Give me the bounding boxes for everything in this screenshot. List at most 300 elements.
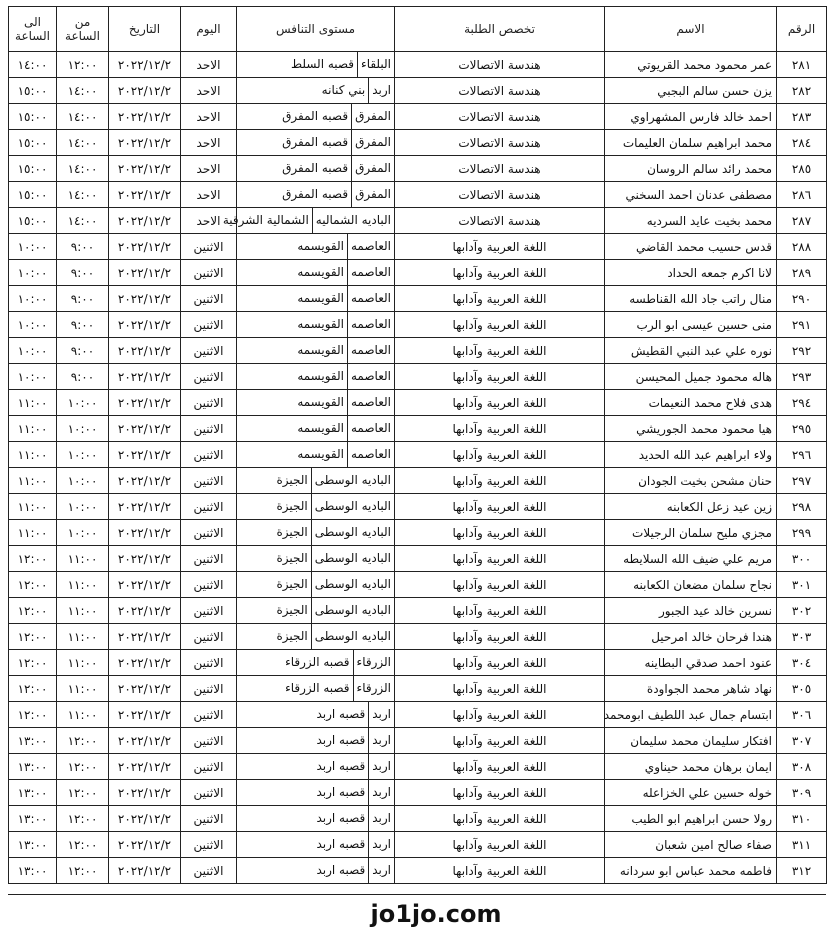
level-governorate: اربد — [368, 728, 394, 753]
level-district: الشمالية الشرقية — [222, 213, 309, 227]
table-body — [9, 52, 827, 884]
competition-level — [237, 364, 395, 390]
level-governorate: العاصمه — [347, 390, 394, 415]
competition-level — [237, 832, 395, 858]
student-major: اللغة العربية وآدابها — [395, 572, 605, 598]
table-row — [9, 494, 827, 520]
student-major: هندسة الاتصالات — [395, 104, 605, 130]
level-governorate: اربد — [368, 806, 394, 831]
time-from: ١٤:٠٠ — [57, 130, 109, 156]
exam-day: الاحد — [181, 52, 237, 78]
time-to: ١١:٠٠ — [9, 416, 57, 442]
competition-level — [222, 208, 395, 234]
student-name: احمد خالد فارس المشهراوي — [605, 104, 777, 130]
student-major: هندسة الاتصالات — [395, 208, 605, 234]
level-governorate: اربد — [368, 702, 394, 727]
student-name: لانا اكرم جمعه الحداد — [605, 260, 777, 286]
table-row — [9, 832, 827, 858]
level-governorate: اربد — [368, 78, 394, 103]
level-governorate: الباديه الوسطى — [311, 520, 394, 545]
exam-date: ٢٠٢٢/١٢/٢ — [109, 858, 181, 884]
level-district: القويسمه — [297, 239, 344, 253]
level-governorate: المفرق — [351, 130, 394, 155]
level-governorate: العاصمه — [347, 260, 394, 285]
student-name: فاطمه محمد عباس ابو سردانه — [605, 858, 777, 884]
row-number: ٣١٠ — [777, 806, 827, 832]
exam-date: ٢٠٢٢/١٢/٢ — [109, 702, 181, 728]
time-from: ١٠:٠٠ — [57, 468, 109, 494]
level-governorate: المفرق — [351, 182, 394, 207]
time-to: ١٣:٠٠ — [9, 780, 57, 806]
time-to: ١٢:٠٠ — [9, 546, 57, 572]
row-number: ٢٨٧ — [777, 208, 827, 234]
level-district: الجيزة — [276, 629, 308, 643]
time-from: ٩:٠٠ — [57, 338, 109, 364]
student-major: اللغة العربية وآدابها — [395, 312, 605, 338]
table-row — [9, 546, 827, 572]
exam-date: ٢٠٢٢/١٢/٢ — [109, 364, 181, 390]
level-governorate: الباديه الوسطى — [311, 572, 394, 597]
row-number: ٢٨٢ — [777, 78, 827, 104]
row-number: ٣٠١ — [777, 572, 827, 598]
exam-day: الاثنين — [181, 754, 237, 780]
level-district: قصبه اربد — [316, 811, 366, 825]
student-major: اللغة العربية وآدابها — [395, 858, 605, 884]
exam-date: ٢٠٢٢/١٢/٢ — [109, 832, 181, 858]
level-district: الجيزة — [276, 577, 308, 591]
exam-date: ٢٠٢٢/١٢/٢ — [109, 754, 181, 780]
exam-date: ٢٠٢٢/١٢/٢ — [109, 546, 181, 572]
time-to: ١٥:٠٠ — [9, 182, 57, 208]
row-number: ٢٩٥ — [777, 416, 827, 442]
table-row — [9, 260, 827, 286]
time-from: ٩:٠٠ — [57, 364, 109, 390]
time-to: ١٣:٠٠ — [9, 858, 57, 884]
row-number: ٣٠٣ — [777, 624, 827, 650]
student-name: محمد رائد سالم الروسان — [605, 156, 777, 182]
time-to: ١٥:٠٠ — [9, 104, 57, 130]
student-name: عنود احمد صدقي البطاينه — [605, 650, 777, 676]
student-name: نهاد شاهر محمد الجواودة — [605, 676, 777, 702]
level-district: الجيزة — [276, 499, 308, 513]
time-to: ١٢:٠٠ — [9, 598, 57, 624]
exam-date: ٢٠٢٢/١٢/٢ — [109, 494, 181, 520]
exam-day: الاثنين — [181, 702, 237, 728]
exam-day: الاثنين — [181, 364, 237, 390]
student-major: اللغة العربية وآدابها — [395, 546, 605, 572]
student-name: صفاء صالح امين شعبان — [605, 832, 777, 858]
exam-date: ٢٠٢٢/١٢/٢ — [109, 260, 181, 286]
table-row — [9, 442, 827, 468]
table-row — [9, 468, 827, 494]
time-to: ١١:٠٠ — [9, 494, 57, 520]
exam-date: ٢٠٢٢/١٢/٢ — [109, 182, 181, 208]
student-major: اللغة العربية وآدابها — [395, 468, 605, 494]
time-to: ١٥:٠٠ — [9, 130, 57, 156]
table-row — [9, 104, 827, 130]
level-district: قصبه اربد — [316, 759, 366, 773]
time-to: ١٠:٠٠ — [9, 364, 57, 390]
level-district: قصبه اربد — [316, 707, 366, 721]
student-major: اللغة العربية وآدابها — [395, 494, 605, 520]
competition-level — [237, 520, 395, 546]
time-from: ١١:٠٠ — [57, 572, 109, 598]
competition-level — [237, 676, 395, 702]
time-to: ١٠:٠٠ — [9, 286, 57, 312]
table-row — [9, 130, 827, 156]
time-from: ٩:٠٠ — [57, 286, 109, 312]
exam-date: ٢٠٢٢/١٢/٢ — [109, 624, 181, 650]
exam-date: ٢٠٢٢/١٢/٢ — [109, 78, 181, 104]
time-from: ١٤:٠٠ — [57, 104, 109, 130]
competition-level — [237, 598, 395, 624]
time-from: ١٠:٠٠ — [57, 494, 109, 520]
competition-level — [237, 390, 395, 416]
level-governorate: العاصمه — [347, 312, 394, 337]
row-number: ٢٨٥ — [777, 156, 827, 182]
header-level: مستوى التنافس — [237, 7, 395, 52]
student-major: اللغة العربية وآدابها — [395, 650, 605, 676]
row-number: ٢٩٤ — [777, 390, 827, 416]
exam-day: الاحد — [181, 182, 237, 208]
table-row — [9, 728, 827, 754]
level-district: قصبه اربد — [316, 863, 366, 877]
table-row — [9, 78, 827, 104]
competition-level — [237, 234, 395, 260]
exam-day: الاثنين — [181, 624, 237, 650]
time-from: ١٢:٠٠ — [57, 832, 109, 858]
student-major: اللغة العربية وآدابها — [395, 728, 605, 754]
level-governorate: المفرق — [351, 156, 394, 181]
level-governorate: العاصمه — [347, 416, 394, 441]
exam-day: الاثنين — [181, 442, 237, 468]
competition-level — [237, 650, 395, 676]
row-number: ٢٨٦ — [777, 182, 827, 208]
row-number: ٢٩٣ — [777, 364, 827, 390]
table-row — [9, 572, 827, 598]
student-name: عمر محمود محمد القريوتي — [605, 52, 777, 78]
row-number: ٢٩٢ — [777, 338, 827, 364]
results-table — [8, 6, 827, 884]
level-district: قصبه الزرقاء — [285, 681, 350, 695]
student-major: اللغة العربية وآدابها — [395, 806, 605, 832]
exam-day: الاحد — [181, 78, 237, 104]
student-name: هدى فلاح محمد النعيمات — [605, 390, 777, 416]
competition-level — [237, 572, 395, 598]
header-to: الى الساعة — [9, 7, 57, 52]
student-name: نسرين خالد عيد الجبور — [605, 598, 777, 624]
student-name: حنان مشحن بخيت الجودان — [605, 468, 777, 494]
time-from: ١٢:٠٠ — [57, 858, 109, 884]
table-row — [9, 754, 827, 780]
exam-day: الاحد — [181, 104, 237, 130]
level-governorate: العاصمه — [347, 338, 394, 363]
row-number: ٢٩١ — [777, 312, 827, 338]
table-row — [9, 806, 827, 832]
competition-level — [237, 780, 395, 806]
site-watermark: jo1jo.com — [370, 900, 502, 928]
exam-day: الاثنين — [181, 338, 237, 364]
table-row — [9, 780, 827, 806]
row-number: ٣٠٤ — [777, 650, 827, 676]
time-from: ١١:٠٠ — [57, 546, 109, 572]
student-major: هندسة الاتصالات — [395, 52, 605, 78]
level-governorate: العاصمه — [347, 364, 394, 389]
student-major: اللغة العربية وآدابها — [395, 442, 605, 468]
exam-date: ٢٠٢٢/١٢/٢ — [109, 312, 181, 338]
student-major: هندسة الاتصالات — [395, 78, 605, 104]
level-governorate: الباديه الوسطى — [311, 494, 394, 519]
time-to: ١٢:٠٠ — [9, 624, 57, 650]
time-from: ٩:٠٠ — [57, 234, 109, 260]
header-major: تخصص الطلبة — [395, 7, 605, 52]
table-row — [9, 234, 827, 260]
table-row — [9, 286, 827, 312]
table-row — [9, 650, 827, 676]
time-from: ١٢:٠٠ — [57, 52, 109, 78]
exam-day: الاثنين — [181, 416, 237, 442]
student-major: اللغة العربية وآدابها — [395, 676, 605, 702]
exam-day: الاثنين — [181, 234, 237, 260]
exam-date: ٢٠٢٢/١٢/٢ — [109, 234, 181, 260]
table-header — [9, 7, 827, 52]
row-number: ٣٠٥ — [777, 676, 827, 702]
competition-level — [237, 728, 395, 754]
exam-day: الاثنين — [181, 832, 237, 858]
level-governorate: اربد — [368, 754, 394, 779]
student-name: ابتسام جمال عبد اللطيف ابومحمد — [605, 702, 777, 728]
level-district: القويسمه — [297, 265, 344, 279]
level-district: القويسمه — [297, 369, 344, 383]
student-name: افتكار سليمان محمد سليمان — [605, 728, 777, 754]
row-number: ٣١٢ — [777, 858, 827, 884]
time-to: ١٤:٠٠ — [9, 52, 57, 78]
time-to: ١٥:٠٠ — [9, 78, 57, 104]
row-number: ٢٨٣ — [777, 104, 827, 130]
row-number: ٢٩٠ — [777, 286, 827, 312]
exam-date: ٢٠٢٢/١٢/٢ — [109, 156, 181, 182]
student-major: اللغة العربية وآدابها — [395, 520, 605, 546]
exam-day: الاثنين — [181, 676, 237, 702]
competition-level — [237, 416, 395, 442]
time-from: ١٠:٠٠ — [57, 520, 109, 546]
student-major: اللغة العربية وآدابها — [395, 832, 605, 858]
level-district: القويسمه — [297, 291, 344, 305]
exam-date: ٢٠٢٢/١٢/٢ — [109, 390, 181, 416]
competition-level — [237, 104, 395, 130]
time-from: ١٢:٠٠ — [57, 728, 109, 754]
row-number: ٣٠٩ — [777, 780, 827, 806]
header-date: التاريخ — [109, 7, 181, 52]
exam-day: الاثنين — [181, 598, 237, 624]
level-governorate: اربد — [368, 858, 394, 883]
student-name: يزن حسن سالم البجبي — [605, 78, 777, 104]
table-row — [9, 364, 827, 390]
time-to: ١٣:٠٠ — [9, 728, 57, 754]
row-number: ٣١١ — [777, 832, 827, 858]
student-major: اللغة العربية وآدابها — [395, 416, 605, 442]
student-name: خوله حسين علي الخزاعله — [605, 780, 777, 806]
competition-level — [237, 52, 395, 78]
exam-date: ٢٠٢٢/١٢/٢ — [109, 104, 181, 130]
time-to: ١٢:٠٠ — [9, 676, 57, 702]
exam-date: ٢٠٢٢/١٢/٢ — [109, 52, 181, 78]
table-row — [9, 156, 827, 182]
student-name: ايمان برهان محمد حيناوي — [605, 754, 777, 780]
header-name: الاسم — [605, 7, 777, 52]
time-to: ١٣:٠٠ — [9, 832, 57, 858]
exam-day: الاثنين — [181, 546, 237, 572]
level-governorate: الباديه الشماليه — [312, 208, 394, 233]
time-from: ١٢:٠٠ — [57, 754, 109, 780]
time-to: ١٣:٠٠ — [9, 754, 57, 780]
level-district: قصبه الزرقاء — [285, 655, 350, 669]
time-from: ١٠:٠٠ — [57, 416, 109, 442]
time-from: ١١:٠٠ — [57, 624, 109, 650]
exam-day: الاثنين — [181, 650, 237, 676]
level-governorate: الباديه الوسطى — [311, 598, 394, 623]
header-day: اليوم — [181, 7, 237, 52]
header-from: من الساعة — [57, 7, 109, 52]
exam-date: ٢٠٢٢/١٢/٢ — [109, 468, 181, 494]
time-from: ١٢:٠٠ — [57, 780, 109, 806]
row-number: ٢٨٩ — [777, 260, 827, 286]
exam-day: الاثنين — [181, 780, 237, 806]
level-governorate: الزرقاء — [353, 650, 394, 675]
competition-level — [237, 78, 395, 104]
level-governorate: العاصمه — [347, 234, 394, 259]
exam-date: ٢٠٢٢/١٢/٢ — [109, 728, 181, 754]
level-governorate: البلقاء — [357, 52, 394, 77]
level-district: قصبه المفرق — [282, 135, 349, 149]
exam-day: الاثنين — [181, 572, 237, 598]
exam-day: الاثنين — [181, 286, 237, 312]
row-number: ٢٩٩ — [777, 520, 827, 546]
exam-date: ٢٠٢٢/١٢/٢ — [109, 442, 181, 468]
exam-date: ٢٠٢٢/١٢/٢ — [109, 676, 181, 702]
level-governorate: المفرق — [351, 104, 394, 129]
competition-level — [237, 312, 395, 338]
student-major: اللغة العربية وآدابها — [395, 624, 605, 650]
time-from: ١٤:٠٠ — [57, 182, 109, 208]
time-from: ١١:٠٠ — [57, 598, 109, 624]
student-name: هيا محمود محمد الجوريشي — [605, 416, 777, 442]
competition-level — [237, 546, 395, 572]
table-row — [9, 676, 827, 702]
exam-day: الاثنين — [181, 728, 237, 754]
student-major: اللغة العربية وآدابها — [395, 260, 605, 286]
time-to: ١٢:٠٠ — [9, 572, 57, 598]
time-to: ١٣:٠٠ — [9, 806, 57, 832]
level-district: قصبه اربد — [316, 837, 366, 851]
exam-date: ٢٠٢٢/١٢/٢ — [109, 598, 181, 624]
level-governorate: العاصمه — [347, 442, 394, 467]
student-name: مصطفى عدنان احمد السخني — [605, 182, 777, 208]
time-to: ١٠:٠٠ — [9, 312, 57, 338]
row-number: ٢٨٤ — [777, 130, 827, 156]
student-major: اللغة العربية وآدابها — [395, 364, 605, 390]
student-name: مريم علي ضيف الله السلايطه — [605, 546, 777, 572]
exam-day: الاثنين — [181, 520, 237, 546]
exam-day: الاثنين — [181, 390, 237, 416]
level-district: القويسمه — [297, 421, 344, 435]
level-district: القويسمه — [297, 343, 344, 357]
competition-level — [237, 182, 395, 208]
student-name: قدس حسيب محمد القاضي — [605, 234, 777, 260]
exam-day: الاثنين — [181, 468, 237, 494]
level-governorate: الزرقاء — [353, 676, 394, 701]
level-district: الجيزة — [276, 473, 308, 487]
student-major: هندسة الاتصالات — [395, 182, 605, 208]
row-number: ٢٩٨ — [777, 494, 827, 520]
competition-level — [237, 702, 395, 728]
table-row — [9, 520, 827, 546]
competition-level — [237, 130, 395, 156]
row-number: ٣٠٦ — [777, 702, 827, 728]
competition-level — [237, 286, 395, 312]
student-major: اللغة العربية وآدابها — [395, 598, 605, 624]
exam-day: الاحد — [181, 130, 237, 156]
exam-date: ٢٠٢٢/١٢/٢ — [109, 286, 181, 312]
level-governorate: الباديه الوسطى — [311, 546, 394, 571]
time-from: ١٢:٠٠ — [57, 806, 109, 832]
table-row — [9, 858, 827, 884]
time-from: ٩:٠٠ — [57, 312, 109, 338]
time-from: ١١:٠٠ — [57, 650, 109, 676]
time-to: ١٠:٠٠ — [9, 338, 57, 364]
table-row — [9, 390, 827, 416]
time-from: ١٤:٠٠ — [57, 156, 109, 182]
exam-day: الاثنين — [181, 806, 237, 832]
time-from: ١١:٠٠ — [57, 702, 109, 728]
exam-date: ٢٠٢٢/١٢/٢ — [109, 650, 181, 676]
row-number: ٣٠٠ — [777, 546, 827, 572]
level-governorate: الباديه الوسطى — [311, 468, 394, 493]
level-governorate: الباديه الوسطى — [311, 624, 394, 649]
student-major: اللغة العربية وآدابها — [395, 780, 605, 806]
table-row — [9, 208, 827, 234]
time-to: ١٢:٠٠ — [9, 702, 57, 728]
student-name: محمد ابراهيم سلمان العليمات — [605, 130, 777, 156]
competition-level — [237, 260, 395, 286]
row-number: ٢٨١ — [777, 52, 827, 78]
student-name: نوره علي عبد النبي القطيش — [605, 338, 777, 364]
exam-date: ٢٠٢٢/١٢/٢ — [109, 130, 181, 156]
competition-level — [237, 858, 395, 884]
time-from: ١٤:٠٠ — [57, 78, 109, 104]
level-district: القويسمه — [297, 395, 344, 409]
student-major: اللغة العربية وآدابها — [395, 754, 605, 780]
student-major: اللغة العربية وآدابها — [395, 390, 605, 416]
row-number: ٢٩٦ — [777, 442, 827, 468]
time-from: ١٠:٠٠ — [57, 442, 109, 468]
student-name: مجزي مليح سلمان الرجيلات — [605, 520, 777, 546]
level-district: قصبه السلط — [290, 57, 355, 71]
student-name: منى حسين عيسى ابو الرب — [605, 312, 777, 338]
student-major: اللغة العربية وآدابها — [395, 234, 605, 260]
student-major: اللغة العربية وآدابها — [395, 702, 605, 728]
time-to: ١٥:٠٠ — [9, 156, 57, 182]
time-to: ١١:٠٠ — [9, 468, 57, 494]
level-district: بني كنانه — [321, 83, 366, 97]
level-district: قصبه اربد — [316, 785, 366, 799]
exam-date: ٢٠٢٢/١٢/٢ — [109, 208, 181, 234]
exam-day: الاحد — [181, 208, 237, 234]
row-number: ٣٠٢ — [777, 598, 827, 624]
level-district: القويسمه — [297, 447, 344, 461]
student-major: هندسة الاتصالات — [395, 156, 605, 182]
student-name: نجاح سلمان مضعان الكعابنه — [605, 572, 777, 598]
